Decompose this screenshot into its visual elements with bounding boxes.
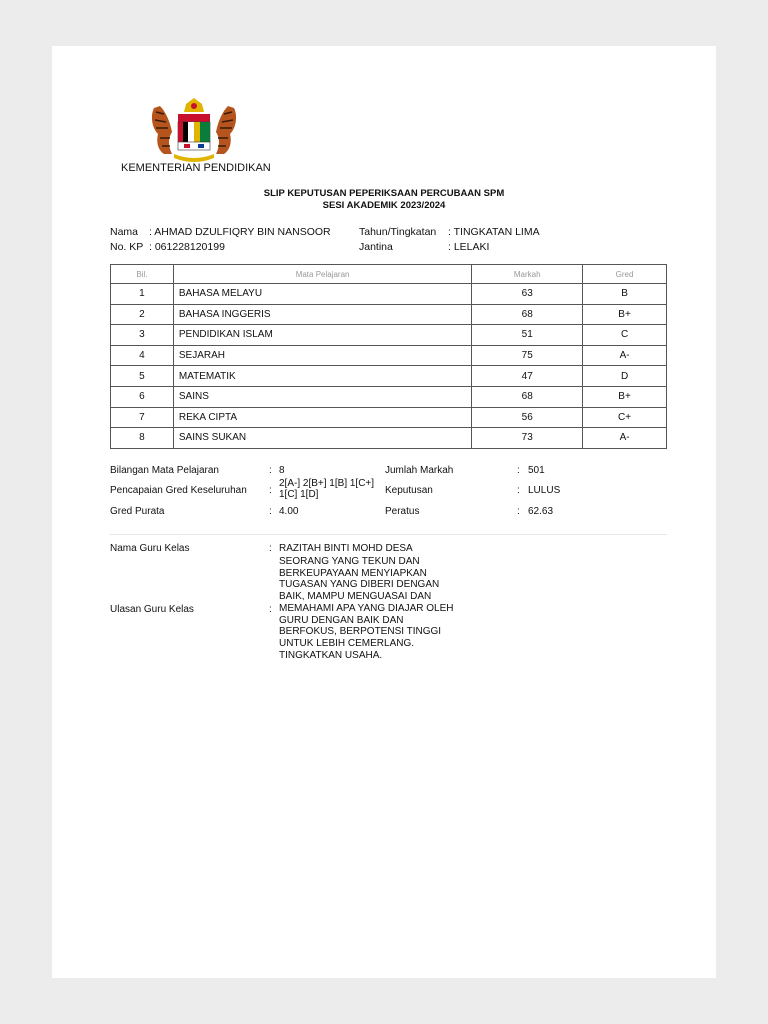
header-grade: Gred [583,265,667,284]
student-ic-label: No. KP [110,241,144,253]
row-grade: C+ [583,407,667,428]
row-no: 6 [111,386,174,407]
row-no: 4 [111,345,174,366]
avg-grade-label: Gred Purata [110,506,165,517]
row-grade: A- [583,345,667,366]
slip-title-line2: SESI AKADEMIK 2023/2024 [322,200,446,211]
ministry-name: KEMENTERIAN PENDIDIKAN [121,162,271,174]
row-no: 1 [111,284,174,305]
divider [110,534,667,535]
table-row [111,407,667,428]
table-row [111,366,667,387]
overall-grade-line2: 1[C] 1[D] [279,489,319,500]
table-row [111,325,667,346]
row-mark: 51 [472,325,583,346]
header-no: Bil. [111,265,174,284]
result-slip [52,46,716,978]
row-mark: 68 [472,304,583,325]
colon: : [269,506,272,517]
row-subject: SAINS [173,386,471,407]
row-no: 2 [111,304,174,325]
slip-title-line1: SLIP KEPUTUSAN PEPERIKSAAN PERCUBAAN SPM [263,188,505,199]
teacher-comment-label: Ulasan Guru Kelas [110,604,194,615]
row-no: 5 [111,366,174,387]
subject-count-label: Bilangan Mata Pelajaran [110,465,219,476]
row-mark: 56 [472,407,583,428]
colon: : [517,485,520,496]
teacher-name-label: Nama Guru Kelas [110,543,190,554]
row-no: 8 [111,428,174,449]
row-subject: BAHASA MELAYU [173,284,471,305]
row-mark: 68 [472,386,583,407]
row-no: 3 [111,325,174,346]
header-mark: Markah [472,265,583,284]
percent-value: 62.63 [528,506,554,517]
percent-label: Peratus [385,506,420,517]
row-mark: 75 [472,345,583,366]
row-grade: C [583,325,667,346]
colon: : [517,465,520,476]
colon: : [517,506,520,517]
colon: : [269,604,272,615]
table-row [111,386,667,407]
table-row [111,304,667,325]
overall-grade-label: Pencapaian Gred Keseluruhan [110,485,247,496]
slip-title [52,188,716,212]
row-mark: 47 [472,366,583,387]
row-grade: B+ [583,304,667,325]
student-gender-label: Jantina [359,241,393,253]
colon: : [269,543,272,554]
row-mark: 63 [472,284,583,305]
coat-of-arms-icon [146,98,242,164]
marks-table [110,264,667,449]
row-subject: SAINS SUKAN [173,428,471,449]
header-subject: Mata Pelajaran [173,265,471,284]
row-subject: BAHASA INGGERIS [173,304,471,325]
table-row [111,428,667,449]
row-no: 7 [111,407,174,428]
subject-count-value: 8 [279,465,285,476]
teacher-name-value: RAZITAH BINTI MOHD DESA [279,543,413,554]
student-name-value: : AHMAD DZULFIQRY BIN NANSOOR [149,226,331,238]
table-row [111,284,667,305]
row-grade: B [583,284,667,305]
avg-grade-value: 4.00 [279,506,299,517]
total-label: Jumlah Markah [385,465,454,476]
student-ic-value: : 061228120199 [149,241,225,253]
table-header-row [111,265,667,284]
row-subject: REKA CIPTA [173,407,471,428]
row-grade: D [583,366,667,387]
result-label: Keputusan [385,485,433,496]
row-subject: SEJARAH [173,345,471,366]
student-year-label: Tahun/Tingkatan [359,226,437,238]
table-row [111,345,667,366]
overall-grade-value [279,478,389,500]
row-grade: A- [583,428,667,449]
student-name-label: Nama [110,226,139,238]
row-grade: B+ [583,386,667,407]
colon: : [269,485,272,496]
total-value: 501 [528,465,545,476]
student-gender-value: : LELAKI [448,241,490,253]
student-year-value: : TINGKATAN LIMA [448,226,540,238]
row-subject: MATEMATIK [173,366,471,387]
teacher-comment-value: SEORANG YANG TEKUN DAN BERKEUPAYAAN MENYIAPKAN TUGASAN YANG DIBERI DENGAN BAIK, MAMPU MENGUASAI DAN MEMAHAMI APA YANG DIAJAR OLEH GURU DENGAN BAIK DAN BERFOKUS, BERPOTENSI TINGGI UNTUK LEBIH CEMERLANG. TINGKATKAN USAHA. [279,556,454,661]
row-mark: 73 [472,428,583,449]
result-value: LULUS [528,485,561,496]
overall-grade-line1: 2[A-] 2[B+] 1[B] 1[C+] [279,478,375,489]
colon: : [269,465,272,476]
row-subject: PENDIDIKAN ISLAM [173,325,471,346]
